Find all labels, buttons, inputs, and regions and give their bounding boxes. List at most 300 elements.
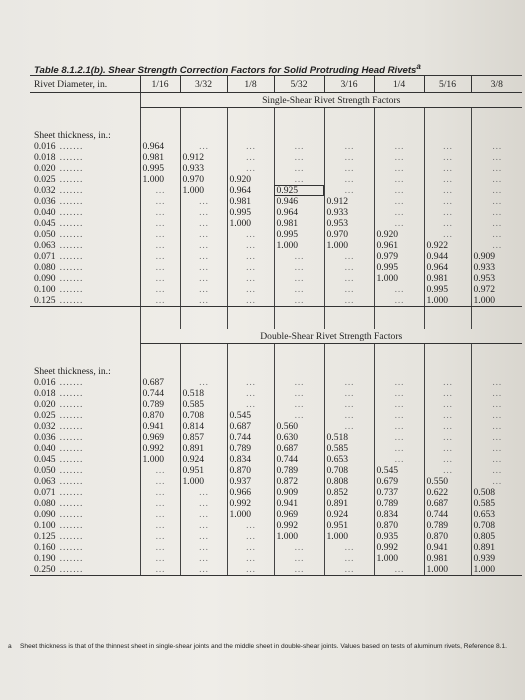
- factor-cell: [471, 152, 522, 163]
- factor-cell: [140, 476, 180, 487]
- factor-cell: 0.951: [324, 520, 374, 531]
- factor-cell: [374, 454, 424, 465]
- diameter-header: 1/8: [227, 76, 274, 93]
- leader-dots: .......: [59, 553, 84, 564]
- factor-cell: 0.518: [324, 432, 374, 443]
- factor-cell: [227, 240, 274, 251]
- factor-cell: [374, 421, 424, 432]
- factor-cell: 0.944: [424, 251, 471, 262]
- factor-cell: 0.687: [227, 421, 274, 432]
- factor-cell: [374, 432, 424, 443]
- factor-cell: [180, 498, 227, 509]
- factor-cell: [374, 141, 424, 152]
- factor-cell: 0.981: [140, 152, 180, 163]
- factor-cell: 1.000: [140, 174, 180, 185]
- factor-cell: [274, 174, 324, 185]
- leader-dots: .......: [59, 421, 84, 432]
- factor-cell: 1.000: [471, 564, 522, 576]
- factor-cell: [274, 141, 324, 152]
- factor-cell: 0.951: [180, 465, 227, 476]
- factor-cell: 0.545: [227, 410, 274, 421]
- factor-cell: 1.000: [424, 295, 471, 307]
- thickness-value: 0.016: [34, 377, 56, 388]
- single-section-title-row: [30, 93, 522, 108]
- factor-cell: [471, 377, 522, 388]
- factor-cell: [471, 185, 522, 196]
- factor-cell: 0.585: [324, 443, 374, 454]
- double-section-title: Double-Shear Rivet Strength Factors: [140, 329, 522, 344]
- leader-dots: .......: [59, 388, 84, 399]
- thickness-cell: [30, 174, 140, 185]
- factor-cell: 0.630: [274, 432, 324, 443]
- factor-cell: [180, 240, 227, 251]
- leader-dots: .......: [59, 218, 84, 229]
- factor-cell: [180, 487, 227, 498]
- factor-cell: [180, 251, 227, 262]
- factor-cell: [324, 163, 374, 174]
- leader-dots: .......: [59, 487, 84, 498]
- thickness-cell: [30, 377, 140, 388]
- factor-cell: [274, 377, 324, 388]
- factor-cell: [274, 262, 324, 273]
- factor-cell: [274, 273, 324, 284]
- factor-cell: [180, 141, 227, 152]
- factor-cell: [324, 185, 374, 196]
- table-row: [30, 531, 522, 542]
- thickness-cell: [30, 454, 140, 465]
- factor-cell: [424, 410, 471, 421]
- diameter-header: 3/8: [471, 76, 522, 93]
- single-section-title: Single-Shear Rivet Strength Factors: [140, 93, 522, 108]
- table-row: [30, 410, 522, 421]
- factor-cell: [140, 185, 180, 196]
- thickness-cell: [30, 141, 140, 152]
- table-row: [30, 273, 522, 284]
- factor-cell: 1.000: [471, 295, 522, 307]
- thickness-value: 0.040: [34, 207, 56, 218]
- factor-cell: [227, 520, 274, 531]
- factor-cell: 0.995: [140, 163, 180, 174]
- leader-dots: .......: [59, 163, 84, 174]
- factor-cell: 0.935: [374, 531, 424, 542]
- factor-cell: [324, 377, 374, 388]
- table-row: [30, 388, 522, 399]
- thickness-cell: [30, 476, 140, 487]
- factor-cell: 0.687: [424, 498, 471, 509]
- factor-cell: 0.805: [471, 531, 522, 542]
- factor-cell: 0.870: [424, 531, 471, 542]
- table-row: [30, 174, 522, 185]
- factor-cell: 0.708: [324, 465, 374, 476]
- thickness-value: 0.016: [34, 141, 56, 152]
- factor-cell: 0.941: [424, 542, 471, 553]
- factor-cell: [471, 229, 522, 240]
- factor-cell: 0.981: [274, 218, 324, 229]
- factor-cell: [274, 163, 324, 174]
- factor-cell: 0.922: [424, 240, 471, 251]
- table-row: [30, 432, 522, 443]
- factor-cell: [424, 207, 471, 218]
- factor-cell: 0.924: [324, 509, 374, 520]
- factor-cell: [180, 284, 227, 295]
- factor-cell: [180, 262, 227, 273]
- factor-cell: [424, 465, 471, 476]
- factor-cell: [324, 152, 374, 163]
- factor-cell: [424, 229, 471, 240]
- factor-cell: [424, 432, 471, 443]
- factor-cell: [274, 553, 324, 564]
- table-row: [30, 487, 522, 498]
- sheet-thickness-heading: Sheet thickness, in.:: [34, 130, 111, 141]
- factor-cell: 0.870: [227, 465, 274, 476]
- factor-cell: [324, 388, 374, 399]
- factor-cell: [471, 476, 522, 487]
- factor-cell: 0.933: [180, 163, 227, 174]
- table-row: [30, 229, 522, 240]
- factor-cell: [471, 207, 522, 218]
- factor-cell: 1.000: [180, 476, 227, 487]
- thickness-cell: [30, 542, 140, 553]
- factor-cell: [274, 152, 324, 163]
- thickness-value: 0.160: [34, 542, 56, 553]
- factor-cell: [324, 410, 374, 421]
- factor-cell: 0.912: [324, 196, 374, 207]
- factor-cell: [227, 377, 274, 388]
- factor-cell: 0.939: [471, 553, 522, 564]
- factor-cell: [471, 443, 522, 454]
- leader-dots: .......: [59, 520, 84, 531]
- factor-cell: 0.852: [324, 487, 374, 498]
- table-row: [30, 163, 522, 174]
- factor-cell: [140, 564, 180, 576]
- table-row: [30, 465, 522, 476]
- factor-cell: 0.981: [424, 273, 471, 284]
- title-footnote-mark: a: [416, 62, 421, 71]
- factor-cell: 0.937: [227, 476, 274, 487]
- factor-cell: 0.953: [324, 218, 374, 229]
- thickness-value: 0.125: [34, 531, 56, 542]
- factor-cell: [374, 163, 424, 174]
- factor-cell: [274, 251, 324, 262]
- factor-cell: [180, 273, 227, 284]
- factor-cell: [180, 531, 227, 542]
- rivet-diameter-label: Rivet Diameter, in.: [30, 76, 140, 93]
- factor-cell: [424, 377, 471, 388]
- thickness-cell: [30, 196, 140, 207]
- factor-cell: [471, 465, 522, 476]
- factor-cell: [424, 196, 471, 207]
- factor-cell: 0.789: [274, 465, 324, 476]
- leader-dots: .......: [59, 196, 84, 207]
- table-row: [30, 564, 522, 576]
- thickness-value: 0.090: [34, 273, 56, 284]
- factor-cell: 0.972: [471, 284, 522, 295]
- factor-cell: 0.834: [374, 509, 424, 520]
- factor-cell: [274, 564, 324, 576]
- diameter-header: 5/32: [274, 76, 324, 93]
- factor-cell: [424, 163, 471, 174]
- thickness-value: 0.032: [34, 185, 56, 196]
- leader-dots: .......: [59, 185, 84, 196]
- table-row: [30, 553, 522, 564]
- thickness-value: 0.080: [34, 498, 56, 509]
- factor-cell: 0.981: [227, 196, 274, 207]
- thickness-cell: [30, 553, 140, 564]
- factor-cell: 0.891: [324, 498, 374, 509]
- factor-cell: 0.992: [140, 443, 180, 454]
- factor-cell: [227, 163, 274, 174]
- factor-cell: [274, 295, 324, 307]
- thickness-value: 0.025: [34, 174, 56, 185]
- factor-cell: [324, 553, 374, 564]
- factor-cell: 0.966: [227, 487, 274, 498]
- factor-cell: [227, 531, 274, 542]
- factor-cell: [374, 207, 424, 218]
- factor-cell: [227, 273, 274, 284]
- factor-cell: [324, 262, 374, 273]
- factor-cell: [424, 421, 471, 432]
- factor-cell: 0.891: [180, 443, 227, 454]
- factor-cell: [324, 174, 374, 185]
- factor-cell: 0.744: [274, 454, 324, 465]
- diameter-header: 5/16: [424, 76, 471, 93]
- factor-cell: [140, 240, 180, 251]
- factor-cell: 0.857: [180, 432, 227, 443]
- factor-cell: [471, 141, 522, 152]
- factor-cell: [374, 185, 424, 196]
- thickness-cell: [30, 229, 140, 240]
- factor-cell: [324, 284, 374, 295]
- thickness-value: 0.080: [34, 262, 56, 273]
- factor-cell: 1.000: [274, 240, 324, 251]
- factor-cell: [140, 542, 180, 553]
- double-section-title-row: [30, 329, 522, 344]
- factor-cell: [140, 284, 180, 295]
- thickness-value: 0.250: [34, 564, 56, 575]
- table-row: [30, 185, 522, 196]
- thickness-cell: [30, 251, 140, 262]
- table-row: [30, 218, 522, 229]
- leader-dots: .......: [59, 229, 84, 240]
- factor-cell: [140, 251, 180, 262]
- factor-cell: [324, 421, 374, 432]
- factor-cell: 0.789: [227, 443, 274, 454]
- factor-cell: [324, 295, 374, 307]
- factor-cell: 0.964: [274, 207, 324, 218]
- factor-cell: [471, 174, 522, 185]
- factor-cell: 0.992: [227, 498, 274, 509]
- thickness-value: 0.045: [34, 454, 56, 465]
- factor-cell: [471, 410, 522, 421]
- factor-cell: 0.870: [140, 410, 180, 421]
- factor-cell: 0.953: [471, 273, 522, 284]
- factor-cell: [374, 399, 424, 410]
- thickness-cell: [30, 273, 140, 284]
- table-row: [30, 295, 522, 307]
- thickness-value: 0.050: [34, 229, 56, 240]
- factor-cell: 0.679: [374, 476, 424, 487]
- factor-cell: 0.814: [180, 421, 227, 432]
- footnote: [6, 642, 521, 651]
- factor-cell: [324, 564, 374, 576]
- footnote-mark: a: [8, 643, 12, 650]
- factor-cell: [180, 377, 227, 388]
- factor-cell: [180, 564, 227, 576]
- factor-cell: [374, 152, 424, 163]
- factor-cell: 0.545: [374, 465, 424, 476]
- leader-dots: .......: [59, 141, 84, 152]
- factor-cell: 0.550: [424, 476, 471, 487]
- table-row: [30, 152, 522, 163]
- factor-cell: [180, 509, 227, 520]
- table-row: [30, 443, 522, 454]
- factor-cell: [140, 553, 180, 564]
- thickness-cell: [30, 410, 140, 421]
- factor-cell: [227, 553, 274, 564]
- thickness-cell: [30, 509, 140, 520]
- table-row: [30, 207, 522, 218]
- factor-cell: [424, 454, 471, 465]
- table-row: [30, 520, 522, 531]
- thickness-cell: [30, 152, 140, 163]
- thickness-value: 0.025: [34, 410, 56, 421]
- factor-cell: 0.970: [324, 229, 374, 240]
- factor-cell: 1.000: [374, 273, 424, 284]
- factor-cell: 0.995: [374, 262, 424, 273]
- factor-cell: 0.912: [180, 152, 227, 163]
- factor-cell: [180, 520, 227, 531]
- factor-cell: [424, 399, 471, 410]
- factor-cell: [140, 509, 180, 520]
- diameter-header: 3/16: [324, 76, 374, 93]
- leader-dots: .......: [59, 542, 84, 553]
- factor-cell: [140, 531, 180, 542]
- thickness-value: 0.100: [34, 520, 56, 531]
- factor-cell: [180, 553, 227, 564]
- factor-cell: 0.789: [374, 498, 424, 509]
- thickness-cell: [30, 185, 140, 196]
- factor-cell: [324, 399, 374, 410]
- factor-cell: 1.000: [180, 185, 227, 196]
- factor-cell: 0.995: [274, 229, 324, 240]
- factor-cell: 0.891: [471, 542, 522, 553]
- factor-cell: [227, 388, 274, 399]
- factor-cell: [227, 141, 274, 152]
- factor-cell: 0.969: [140, 432, 180, 443]
- table-row: [30, 498, 522, 509]
- thickness-value: 0.090: [34, 509, 56, 520]
- table-title: Table 8.1.2.1(b). Shear Strength Correction Factors for Solid Protruding Head Rivets$^a$: [34, 62, 421, 77]
- factor-cell: [424, 185, 471, 196]
- factor-cell: 0.941: [274, 498, 324, 509]
- header-row: [30, 76, 522, 93]
- factor-cell: 0.808: [324, 476, 374, 487]
- factor-cell: [180, 207, 227, 218]
- factor-cell: 0.789: [140, 399, 180, 410]
- factor-cell: [374, 295, 424, 307]
- thickness-value: 0.063: [34, 476, 56, 487]
- thickness-value: 0.018: [34, 388, 56, 399]
- leader-dots: .......: [59, 443, 84, 454]
- factor-cell: [140, 295, 180, 307]
- diameter-header: 3/32: [180, 76, 227, 93]
- thickness-cell: [30, 163, 140, 174]
- factor-cell: [140, 196, 180, 207]
- factor-cell: [374, 388, 424, 399]
- factor-cell: [471, 399, 522, 410]
- factor-cell: [424, 388, 471, 399]
- factor-cell: [374, 196, 424, 207]
- factor-cell: [227, 295, 274, 307]
- factor-cell: 0.946: [274, 196, 324, 207]
- factor-cell: 1.000: [227, 509, 274, 520]
- factor-cell: 0.933: [324, 207, 374, 218]
- factor-cell: 0.933: [471, 262, 522, 273]
- factor-cell: [374, 410, 424, 421]
- factor-cell: 0.995: [424, 284, 471, 295]
- factor-cell: [140, 218, 180, 229]
- factor-cell: [140, 487, 180, 498]
- factor-cell: [140, 262, 180, 273]
- factor-cell: [424, 174, 471, 185]
- factor-cell: [374, 443, 424, 454]
- thickness-cell: [30, 295, 140, 307]
- factor-cell: [324, 273, 374, 284]
- factor-cell: [274, 388, 324, 399]
- factor-cell: [324, 542, 374, 553]
- factor-cell: 1.000: [140, 454, 180, 465]
- factor-cell: [180, 196, 227, 207]
- factor-cell: [180, 295, 227, 307]
- factor-cell: [471, 218, 522, 229]
- factor-cell: 0.981: [424, 553, 471, 564]
- factor-cell: [374, 284, 424, 295]
- thickness-value: 0.020: [34, 399, 56, 410]
- factor-cell: [140, 207, 180, 218]
- leader-dots: .......: [59, 174, 84, 185]
- factor-cell: 0.920: [374, 229, 424, 240]
- factor-cell: 0.508: [471, 487, 522, 498]
- factor-cell: [374, 564, 424, 576]
- thickness-cell: [30, 399, 140, 410]
- factor-cell: 0.872: [274, 476, 324, 487]
- table-row: [30, 262, 522, 273]
- factor-cell: [374, 218, 424, 229]
- factor-cell: 1.000: [274, 531, 324, 542]
- factor-cell: [140, 465, 180, 476]
- factor-cell: [227, 262, 274, 273]
- footnote-text: Sheet thickness is that of the thinnest sheet in single-shear joints and the middle sheet in double-shear joints. Values based on tests of aluminum rivets, Reference 8.1.: [20, 643, 507, 650]
- thickness-cell: [30, 421, 140, 432]
- thickness-value: 0.071: [34, 487, 56, 498]
- factor-cell: 0.961: [374, 240, 424, 251]
- factor-cell: 0.560: [274, 421, 324, 432]
- factor-cell: [274, 410, 324, 421]
- factor-cell: 0.687: [274, 443, 324, 454]
- leader-dots: .......: [59, 509, 84, 520]
- factor-cell: [227, 251, 274, 262]
- thickness-value: 0.063: [34, 240, 56, 251]
- sheet-thickness-heading: Sheet thickness, in.:: [34, 366, 111, 377]
- thickness-cell: [30, 443, 140, 454]
- factor-cell: [374, 377, 424, 388]
- thickness-value: 0.036: [34, 196, 56, 207]
- leader-dots: .......: [59, 564, 84, 575]
- factor-cell: 0.964: [424, 262, 471, 273]
- factor-cell: [471, 196, 522, 207]
- thickness-value: 0.071: [34, 251, 56, 262]
- factor-cell: [274, 399, 324, 410]
